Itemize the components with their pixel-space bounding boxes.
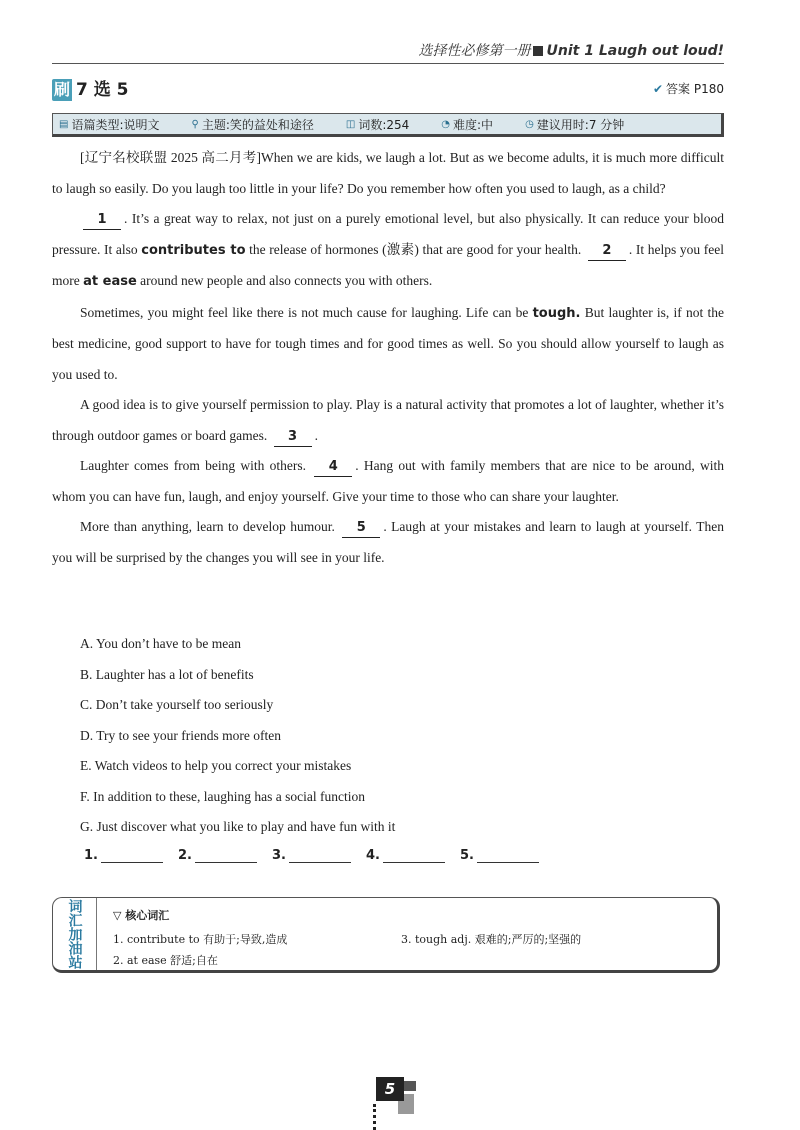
- info-words: [346, 116, 409, 133]
- info-type-text: 语篇类型:说明文: [71, 117, 160, 132]
- vocab-heading: [113, 907, 169, 923]
- paragraph-5: [52, 451, 724, 512]
- vocab-side-text: 词汇加油站: [66, 899, 83, 969]
- gauge-icon: ◔: [441, 118, 451, 130]
- answer-line[interactable]: [195, 849, 257, 863]
- info-bar: [52, 113, 724, 137]
- clock-icon: ◷: [525, 118, 534, 130]
- vocab-side-label: [53, 898, 97, 970]
- book-count-icon: ◫: [345, 118, 356, 130]
- p2-text-c: . It helps you feel more: [52, 241, 725, 288]
- section-title-text: 7 选 5: [76, 80, 129, 100]
- answer-row: [84, 848, 554, 863]
- paragraph-3: [52, 298, 724, 391]
- reading-passage: [52, 143, 724, 573]
- blank-3[interactable]: 3: [274, 428, 312, 447]
- term-contribute-to: contributes to: [141, 242, 246, 258]
- answer-slot-3[interactable]: [272, 848, 351, 863]
- answer-line[interactable]: [477, 849, 539, 863]
- answer-label: 2.: [177, 848, 192, 863]
- info-topic: [192, 116, 314, 133]
- answer-ref-text: 答案 P180: [666, 82, 724, 96]
- answer-label: 4.: [365, 848, 380, 863]
- blank-4[interactable]: 4: [314, 458, 352, 477]
- option-c: C. Don’t take yourself too seriously: [80, 697, 274, 712]
- option-a: A. You don’t have to be mean: [80, 636, 241, 651]
- p4-text-b: .: [314, 427, 318, 443]
- paragraph-1: [辽宁名校联盟 2025 高二月考]When we are kids, we laugh a lot. But as we become adults, it is much more difficult to laugh so easily. Do you laugh too little in your life? Do you remember how often you used to laugh, as a child?: [52, 150, 724, 196]
- info-words-text: 词数:254: [358, 117, 410, 132]
- p3-text-b: But laughter is, if not the best medicine, good support to have for tough times and for good times as well. So you should allow yourself to laugh as you used to.: [52, 304, 724, 382]
- blank-2[interactable]: 2: [588, 242, 626, 261]
- answer-slot-1[interactable]: [84, 848, 163, 863]
- answer-slot-4[interactable]: [366, 848, 445, 863]
- option-b: B. Laughter has a lot of benefits: [80, 666, 254, 682]
- p6-text-b: . Laugh at your mistakes and learn to laugh at yourself. Then you will be surprised by the changes you will see in your life.: [52, 519, 724, 565]
- answer-line[interactable]: [289, 849, 351, 863]
- answer-line[interactable]: [383, 849, 445, 863]
- paragraph-6: [52, 512, 724, 573]
- section-badge: 刷: [53, 80, 70, 99]
- info-topic-text: 主题:笑的益处和途径: [201, 117, 314, 132]
- info-time-text: 建议用时:7 分钟: [536, 117, 625, 132]
- answer-label: 3.: [271, 848, 286, 863]
- answer-label: 1.: [84, 848, 98, 863]
- p5-text-b: . Hang out with family members that are nice to be around, with whom you can have fun, laugh, and enjoy yourself. Give your time to those who can share your laughter.: [52, 458, 725, 504]
- section-title: [52, 75, 129, 101]
- page-number: 5: [376, 1077, 404, 1101]
- info-type: [59, 116, 160, 133]
- blank-1[interactable]: 1: [83, 211, 121, 230]
- page-header: [52, 38, 724, 64]
- option-f: F. In addition to these, laughing has a social function: [80, 788, 365, 804]
- header-title: [419, 40, 724, 60]
- term-at-ease: at ease: [83, 274, 137, 289]
- p2-text-d: around new people and also connects you with others.: [140, 273, 433, 288]
- answer-label: 5.: [459, 848, 474, 863]
- p2-text-b: the release of hormones (激素) that are good for your health.: [249, 241, 582, 257]
- option-g: G. Just discover what you like to play and have fun with it: [80, 819, 396, 834]
- option-d: D. Try to see your friends more often: [80, 727, 281, 743]
- answer-reference: [653, 80, 724, 97]
- p3-text-a: Sometimes, you might feel like there is not much cause for laughing. Life can be: [80, 304, 529, 320]
- p4-text-a: A good idea is to give yourself permission to play. Play is a natural activity that promotes a lot of laughter, whether it’s through outdoor games or board games.: [52, 397, 724, 443]
- page-dots: [373, 1104, 376, 1130]
- p6-text-a: More than anything, learn to develop humour.: [80, 519, 335, 534]
- paragraph-4: [52, 390, 724, 451]
- check-icon: ✔: [652, 82, 664, 96]
- info-difficulty: [441, 116, 493, 133]
- vocab-box: [52, 897, 720, 973]
- answer-slot-5[interactable]: [460, 848, 539, 863]
- option-list: [80, 629, 720, 843]
- triangle-icon: ▽: [113, 909, 126, 922]
- answer-slot-2[interactable]: [178, 848, 257, 863]
- paragraph-2: [52, 204, 724, 298]
- vocab-entry-3: 3. tough adj. 艰难的;严厉的;坚强的: [401, 933, 582, 946]
- document-icon: ▤: [59, 118, 69, 130]
- vocab-heading-text: 核心词汇: [125, 909, 170, 922]
- answer-line[interactable]: [101, 849, 163, 863]
- page-decoration: [404, 1081, 416, 1091]
- search-icon: ⚲: [191, 118, 199, 130]
- vocab-entry-2: 2. at ease 舒适;自在: [113, 954, 218, 967]
- book-icon: [533, 46, 543, 56]
- info-difficulty-text: 难度:中: [453, 117, 494, 132]
- unit-title: Unit 1 Laugh out loud!: [546, 43, 724, 59]
- p5-text-a: Laughter comes from being with others.: [80, 458, 307, 473]
- term-tough: tough.: [532, 305, 581, 321]
- vocab-entry-1: 1. contribute to 有助于;导致,造成: [113, 933, 288, 946]
- blank-5[interactable]: 5: [342, 519, 380, 538]
- book-title: 选择性必修第一册: [418, 43, 531, 59]
- option-e: E. Watch videos to help you correct your mistakes: [80, 758, 352, 773]
- info-time: [525, 116, 624, 133]
- p2-text-a: . It’s a great way to relax, not just on a purely emotional level, but also physically. It can reduce your blood pressure. It also: [52, 211, 724, 257]
